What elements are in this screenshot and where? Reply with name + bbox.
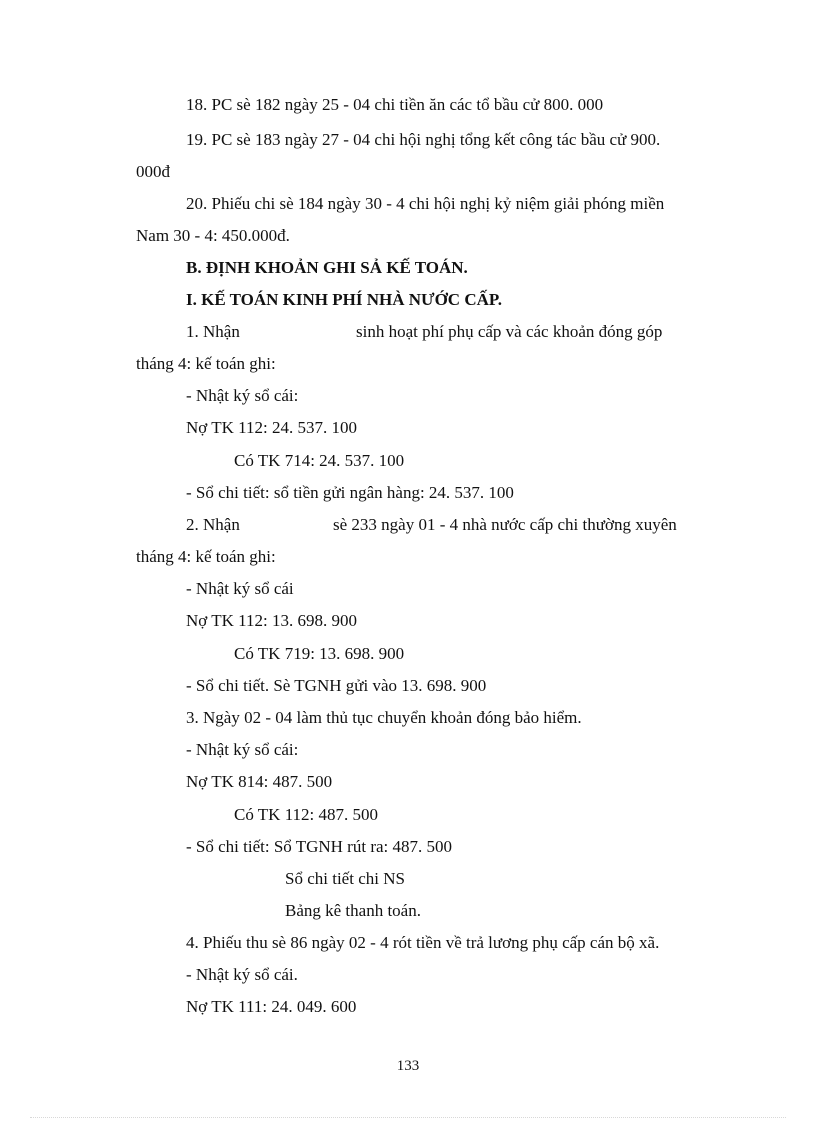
item-1-line1-left: 1. Nhận <box>186 322 240 341</box>
item-2-journal: - Nhật ký sổ cái <box>186 579 294 598</box>
item-3-journal: - Nhật ký sổ cái: <box>186 740 299 759</box>
item-1-debit: Nợ TK 112: 24. 537. 100 <box>186 418 357 437</box>
item-2-detail: - Sổ chi tiết. Sè TGNH gửi vào 13. 698. 900 <box>186 676 487 695</box>
item-1-line1-right: sinh hoạt phí phụ cấp và các khoản đóng góp <box>356 322 663 341</box>
item-3-detail-3: Bảng kê thanh toán. <box>285 901 421 920</box>
item-1-line2: tháng 4: kế toán ghi: <box>136 354 276 373</box>
item-3-detail-2: Sổ chi tiết chi NS <box>285 869 405 888</box>
entry-19-line2: 000đ <box>136 162 170 181</box>
item-1-detail: - Sổ chi tiết: sổ tiền gửi ngân hàng: 24. 537. 100 <box>186 483 514 502</box>
item-4-debit: Nợ TK 111: 24. 049. 600 <box>186 997 357 1016</box>
item-2-line2: tháng 4: kế toán ghi: <box>136 547 276 566</box>
item-3-detail: - Sổ chi tiết: Sổ TGNH rút ra: 487. 500 <box>186 837 452 856</box>
entry-19-line1: 19. PC sè 183 ngày 27 - 04 chi hội nghị tổng kết công tác bầu cử 900. <box>186 130 661 149</box>
entry-20-line1: 20. Phiếu chi sè 184 ngày 30 - 4 chi hội nghị kỷ niệm giải phóng miền <box>186 194 665 213</box>
item-2-line1-left: 2. Nhận <box>186 515 240 534</box>
entry-18: 18. PC sè 182 ngày 25 - 04 chi tiền ăn các tổ bầu cử 800. 000 <box>186 95 604 114</box>
item-2-debit: Nợ TK 112: 13. 698. 900 <box>186 611 357 630</box>
item-3-credit: Có TK 112: 487. 500 <box>234 805 379 824</box>
item-4-line1: 4. Phiếu thu sè 86 ngày 02 - 4 rót tiền về trả lương phụ cấp cán bộ xã. <box>186 933 660 952</box>
page-number: 133 <box>396 1058 420 1074</box>
item-1-journal: - Nhật ký sổ cái: <box>186 386 299 405</box>
item-4-journal: - Nhật ký sổ cái. <box>186 965 298 984</box>
section-heading-i: I. KẾ TOÁN KINH PHÍ NHÀ NƯỚC CẤP. <box>186 290 502 309</box>
item-2-credit: Có TK 719: 13. 698. 900 <box>234 644 405 663</box>
item-2-line1-right: sè 233 ngày 01 - 4 nhà nước cấp chi thường xuyên <box>333 515 677 534</box>
item-3-debit: Nợ TK 814: 487. 500 <box>186 772 333 791</box>
footer-divider <box>30 1117 786 1118</box>
section-heading-b: B. ĐỊNH KHOẢN GHI SẢ KẾ TOÁN. <box>186 258 468 277</box>
item-3-line1: 3. Ngày 02 - 04 làm thủ tục chuyển khoản đóng bảo hiểm. <box>186 708 582 727</box>
item-1-credit: Có TK 714: 24. 537. 100 <box>234 451 405 470</box>
entry-20-line2: Nam 30 - 4: 450.000đ. <box>136 226 290 245</box>
